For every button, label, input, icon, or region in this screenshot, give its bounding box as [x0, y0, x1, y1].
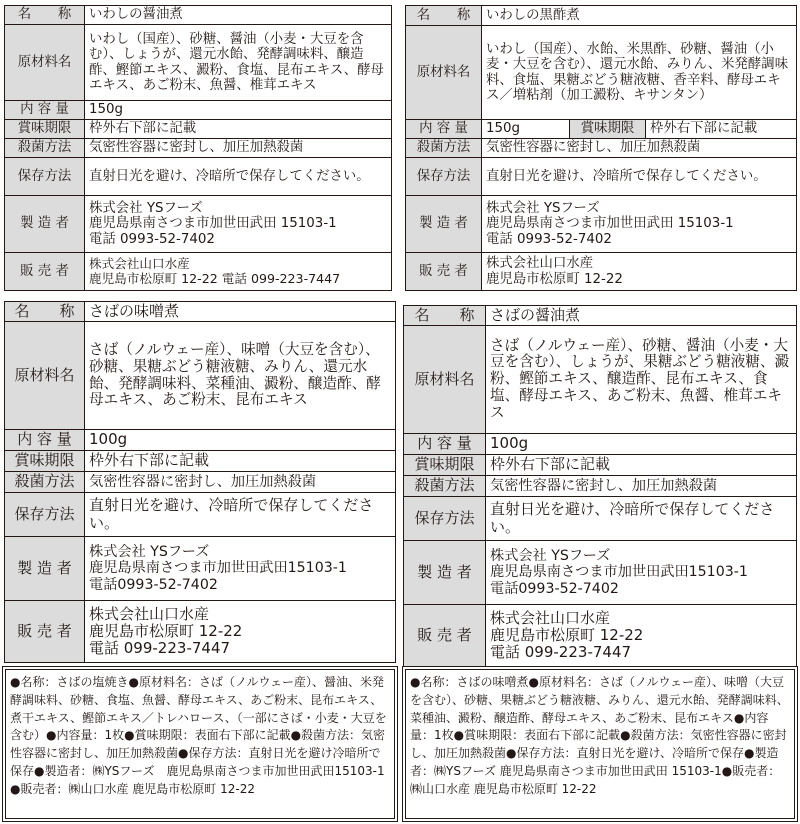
paragraph-text: ●名称：さばの塩焼き●原材料名：さば（ノルウェー産）、醤油、米発酵調味料、砂糖、食塩、魚醤、酵母エキス、あご粉末、昆布エキス、煮干エキス、鰹節エキス／トレハロース、（一部にさば・小麦・大豆を含む）●内容量：1枚●賞味期限：表面右下部に記載●殺菌方法：気密性容器に密封し、加圧加熱殺菌●保存方法：直射日光を避け冷暗所で保存●製造者：㈱YSフーズ 鹿児島県南さつま市加世田武田15103-1●販売者：㈱山口水産 鹿児島市松原町 12-22 [10, 675, 387, 796]
key-ingredients: 原材料名 [5, 322, 85, 430]
key-sterilization: 殺菌方法 [5, 472, 85, 493]
paragraph-text: ●名称：さばの味噌煮●原材料名：さば（ノルウェー産）、味噌（大豆を含む）、砂糖、果糖ぶどう糖液糖、みりん、還元水飴、発酵調味料、菜種油、澱粉、醸造酢、酵母エキス、あご粉末、昆布エキス●内容量：1枚●賞味期限：表面右下部に記載●殺菌方法：気密性容器に密封し、加圧加熱殺菌●保存方法：直射日光を避け、冷暗所で保存●製造者：㈱YSフーズ 鹿児島県南さつま市加世田武田 15103-1●販売者：㈱山口水産 鹿児島市松原町 12-22 [410, 675, 789, 796]
value-name: いわしの黒酢煮 [482, 6, 797, 26]
key-name: 名 称 [404, 306, 486, 326]
key-storage: 保存方法 [5, 493, 85, 537]
key-ingredients: 原材料名 [404, 326, 486, 434]
label-saba-shioyaki-paragraph [2, 666, 398, 822]
value-best-before: 枠外右下部に記載 [486, 455, 797, 476]
value-best-before: 枠外右下部に記載 [85, 451, 396, 472]
key-best-before: 賞味期限 [5, 451, 85, 472]
label-saba-miso [4, 301, 396, 663]
key-sterilization: 殺菌方法 [406, 139, 482, 158]
value-storage: 直射日光を避け、冷暗所で保存してください。 [85, 493, 396, 537]
key-best-before: 賞味期限 [570, 120, 646, 139]
key-seller: 販 売 者 [5, 253, 85, 291]
value-seller: 株式会社山口水産 鹿児島市松原町 12-22 電話 099-223-7447 [85, 253, 392, 291]
key-name: 名 称 [5, 6, 85, 25]
key-quantity: 内 容 量 [404, 434, 486, 455]
value-ingredients: いわし（国産）、水飴、米黒酢、砂糖、醤油（小麦・大豆を含む）、還元水飴、みりん、米発酵調味料、食塩、果糖ぶどう糖液糖、香辛料、酵母エキス／増粘剤（加工澱粉、キサンタン） [482, 26, 797, 120]
key-name: 名 称 [5, 302, 85, 322]
label-saba-shoyu [403, 305, 797, 667]
value-name: さばの味噌煮 [85, 302, 396, 322]
value-seller: 株式会社山口水産 鹿児島市松原町 12-22 [482, 253, 797, 291]
key-manufacturer: 製 造 者 [5, 537, 85, 601]
value-manufacturer: 株式会社 YSフーズ 鹿児島県南さつま市加世田武田 15103-1 電話 0993-52-7402 [85, 196, 392, 253]
value-manufacturer: 株式会社 YSフーズ 鹿児島県南さつま市加世田武田15103-1 電話0993-52-7402 [85, 537, 396, 601]
key-ingredients: 原材料名 [5, 25, 85, 101]
value-ingredients: いわし（国産）、砂糖、醤油（小麦・大豆を含む）、しょうが、還元水飴、発酵調味料、醸造酢、鰹節エキス、澱粉、食塩、昆布エキス、酵母エキス、あご粉末、魚醤、椎茸エキス [85, 25, 392, 101]
value-name: さばの醤油煮 [486, 306, 797, 326]
value-ingredients: さば（ノルウェー産）、砂糖、醤油（小麦・大豆を含む）、しょうが、果糖ぶどう糖液糖、澱粉、鰹節エキス、醸造酢、昆布エキス、食塩、酵母エキス、あご粉末、魚醤、椎茸エキス [486, 326, 797, 434]
key-quantity: 内 容 量 [5, 430, 85, 451]
value-seller: 株式会社山口水産 鹿児島市松原町 12-22 電話 099-223-7447 [85, 601, 396, 663]
key-quantity: 内 容 量 [5, 101, 85, 120]
value-name: いわしの醤油煮 [85, 6, 392, 25]
key-seller: 販 売 者 [404, 605, 486, 667]
value-best-before: 枠外右下部に記載 [85, 120, 392, 139]
value-quantity: 150g [85, 101, 392, 120]
value-sterilization: 気密性容器に密封し、加圧加熱殺菌 [85, 472, 396, 493]
key-seller: 販 売 者 [406, 253, 482, 291]
value-seller: 株式会社山口水産 鹿児島市松原町 12-22 電話 099-223-7447 [486, 605, 797, 667]
value-sterilization: 気密性容器に密封し、加圧加熱殺菌 [85, 139, 392, 158]
key-manufacturer: 製 造 者 [406, 196, 482, 253]
key-ingredients: 原材料名 [406, 26, 482, 120]
key-name: 名 称 [406, 6, 482, 26]
key-storage: 保存方法 [406, 158, 482, 196]
value-quantity: 150g [482, 120, 570, 139]
label-iwashi-kurozu [405, 5, 797, 291]
value-quantity: 100g [486, 434, 797, 455]
key-storage: 保存方法 [404, 497, 486, 541]
key-manufacturer: 製 造 者 [404, 541, 486, 605]
value-sterilization: 気密性容器に密封し、加圧加熱殺菌 [482, 139, 797, 158]
value-best-before: 枠外右下部に記載 [646, 120, 797, 139]
key-sterilization: 殺菌方法 [404, 476, 486, 497]
value-manufacturer: 株式会社 YSフーズ 鹿児島県南さつま市加世田武田15103-1 電話0993-52-7402 [486, 541, 797, 605]
label-iwashi-shoyu [4, 5, 392, 291]
key-storage: 保存方法 [5, 158, 85, 196]
value-manufacturer: 株式会社 YSフーズ 鹿児島県南さつま市加世田武田 15103-1 電話 0993-52-7402 [482, 196, 797, 253]
key-quantity: 内 容 量 [406, 120, 482, 139]
value-quantity: 100g [85, 430, 396, 451]
value-ingredients: さば（ノルウェー産）、味噌（大豆を含む）、砂糖、果糖ぶどう糖液糖、みりん、還元水飴、発酵調味料、菜種油、澱粉、醸造酢、酵母エキス、あご粉末、昆布エキス [85, 322, 396, 430]
key-seller: 販 売 者 [5, 601, 85, 663]
key-manufacturer: 製 造 者 [5, 196, 85, 253]
key-best-before: 賞味期限 [404, 455, 486, 476]
value-storage: 直射日光を避け、冷暗所で保存してください。 [482, 158, 797, 196]
value-sterilization: 気密性容器に密封し、加圧加熱殺菌 [486, 476, 797, 497]
key-best-before: 賞味期限 [5, 120, 85, 139]
value-storage: 直射日光を避け、冷暗所で保存してください。 [486, 497, 797, 541]
value-storage: 直射日光を避け、冷暗所で保存してください。 [85, 158, 392, 196]
key-sterilization: 殺菌方法 [5, 139, 85, 158]
label-saba-miso-paragraph [402, 666, 798, 822]
